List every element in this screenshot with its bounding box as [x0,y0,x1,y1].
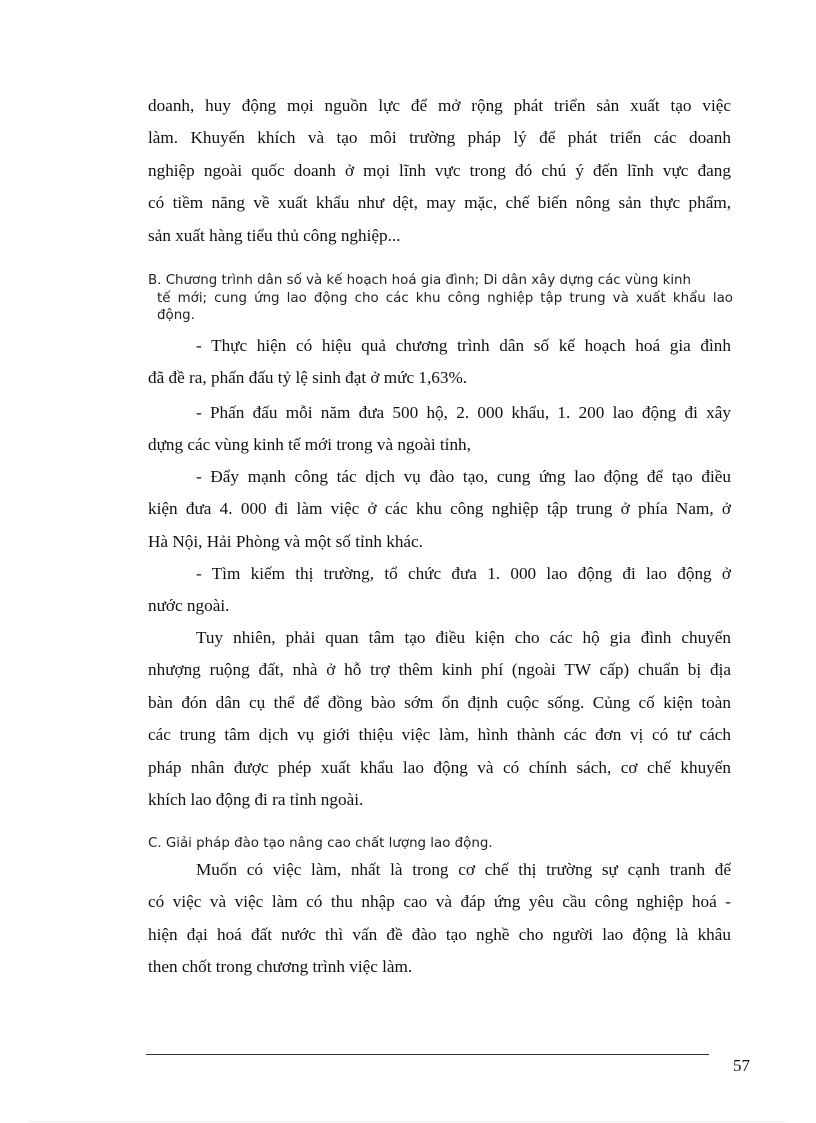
text-line: nghiệp ngoài quốc doanh ở mọi lĩnh vực trong đó chú ý đến lĩnh vực đang [148,160,731,180]
text-line: - Đẩy mạnh công tác dịch vụ đào tạo, cung ứng lao động để tạo điều [196,467,731,486]
text-line: làm. Khuyến khích và tạo môi trường pháp lý để phát triển các doanh [148,128,731,148]
section-heading-c [148,835,733,853]
text-line: dựng các vùng kinh tế mới trong và ngoài tỉnh, [148,435,471,455]
text-line: có việc và việc làm có thu nhập cao và đáp ứng yêu cầu công nghiệp hoá - [148,892,731,912]
heading-line: B. Chương trình dân số và kế hoạch hoá gia đình; Di dân xây dựng các vùng kinh [148,273,692,288]
bullet-new-economic-zones [148,397,731,462]
text-line: - Thực hiện có hiệu quả chương trình dân số kế hoạch hoá gia đình [196,336,731,355]
text-line: hiện đại hoá đất nước thì vấn đề đào tạo nghề cho người lao động là khâu [148,924,731,944]
text-line: sản xuất hàng tiểu thủ công nghiệp... [148,225,401,245]
text-line: đã đề ra, phấn đấu tỷ lệ sinh đạt ở mức 1,63%. [148,368,468,388]
text-line: Hà Nội, Hải Phòng và một số tỉnh khác. [148,531,423,551]
bullet-population [148,330,731,395]
text-line: - Phấn đấu mỗi năm đưa 500 hộ, 2. 000 khẩu, 1. 200 lao động đi xây [196,403,731,422]
text-line: bàn đón dân cụ thể để đồng bào sớm ổn định cuộc sống. Củng cố kiện toàn [148,692,731,712]
text-line: nhượng ruộng đất, nhà ở hỗ trợ thêm kinh phí (ngoài TW cấp) chuẩn bị địa [148,660,731,680]
text-line: nước ngoài. [148,596,230,616]
paragraph-however [148,622,731,816]
footer-divider [146,1054,709,1055]
text-line: then chốt trong chương trình việc làm. [148,957,413,977]
text-line: Muốn có việc làm, nhất là trong cơ chế thị trường sự cạnh tranh để [196,860,731,879]
text-line: doanh, huy động mọi nguồn lực để mở rộng phát triển sản xuất tạo việc [148,96,731,115]
paragraph-economy [148,90,731,252]
text-line: kiện đưa 4. 000 đi làm việc ở các khu công nghiệp tập trung ở phía Nam, ở [148,499,731,519]
bullet-labor-export [148,558,731,623]
heading-line: C. Giải pháp đào tạo nâng cao chất lượng lao động. [148,836,493,851]
text-line: có tiềm năng về xuất khẩu như dệt, may mặc, chế biến nông sản thực phẩm, [148,193,731,213]
text-line: pháp nhân được phép xuất khẩu lao động và có chính sách, cơ chế khuyến [148,757,731,777]
page-number: 57 [733,1056,750,1075]
heading-line: động. [157,308,195,323]
section-heading-b [148,272,733,325]
paragraph-training [148,854,731,984]
heading-line: tế mới; cung ứng lao động cho các khu công nghiệp tập trung và xuất khẩu lao [157,290,733,306]
bullet-labor-supply [148,461,731,558]
bottom-dotted-border [28,1121,788,1122]
text-line: khích lao động đi ra tỉnh ngoài. [148,790,364,810]
text-line: các trung tâm dịch vụ giới thiệu việc làm, hình thành các đơn vị có tư cách [148,725,731,745]
text-line: - Tìm kiếm thị trường, tổ chức đưa 1. 000 lao động đi lao động ở [196,564,731,583]
text-line: Tuy nhiên, phải quan tâm tạo điều kiện cho các hộ gia đình chuyển [196,628,731,647]
